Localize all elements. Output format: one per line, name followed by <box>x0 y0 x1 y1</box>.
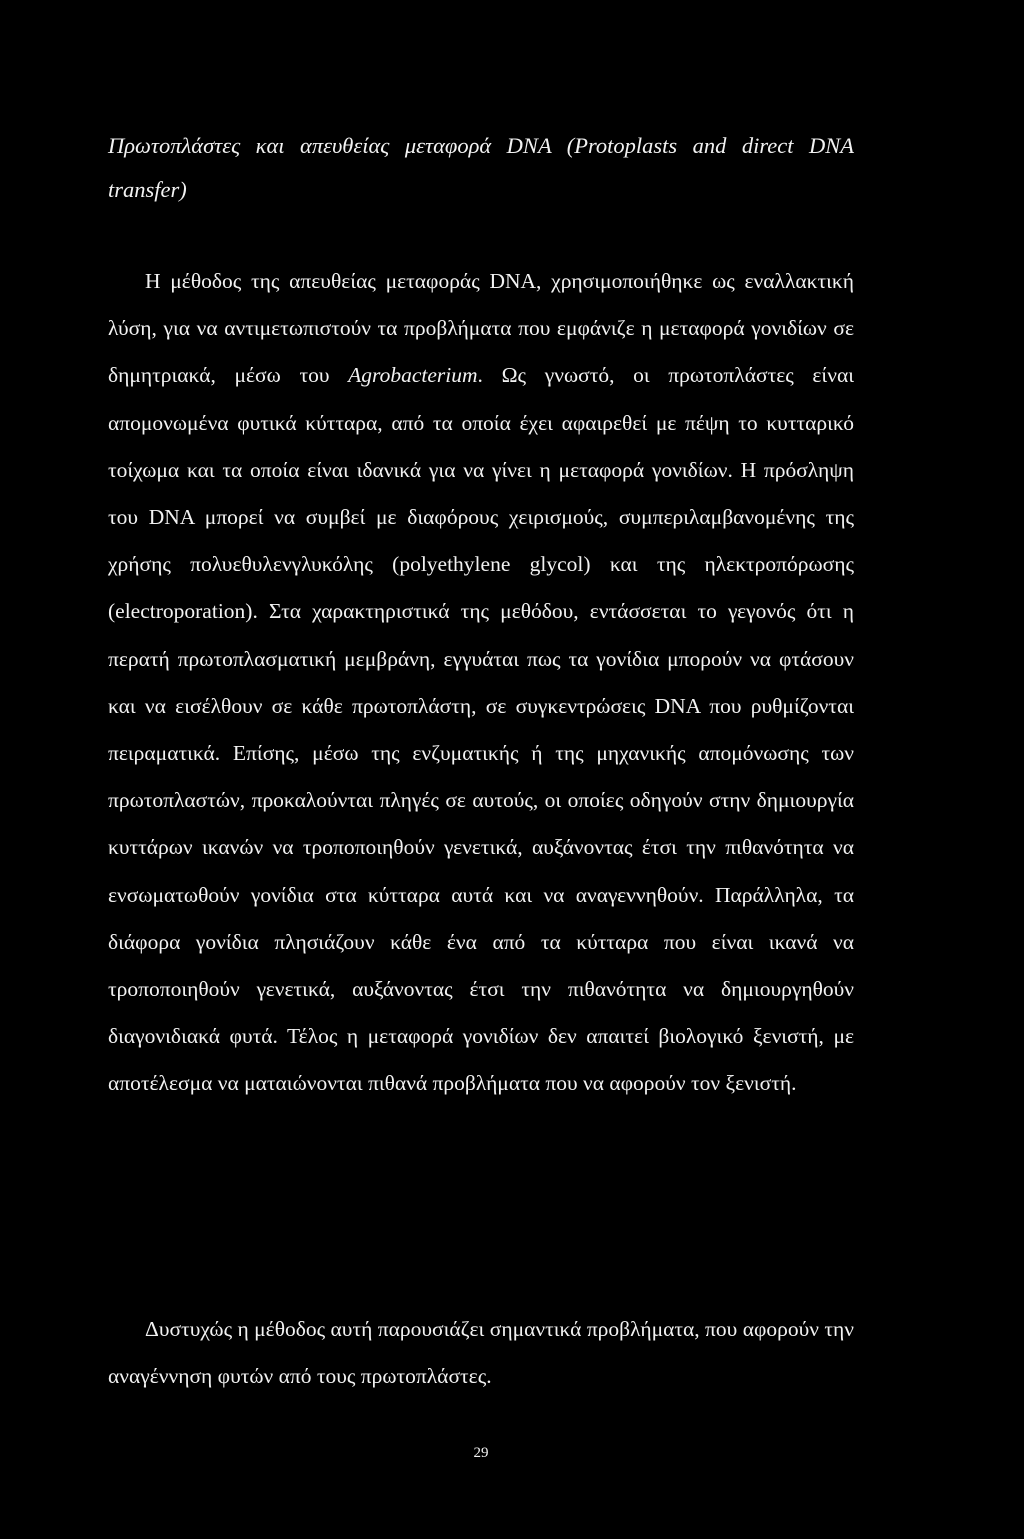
paragraph-text: . Ως γνωστό, οι πρωτοπλάστες είναι απομονωμένα φυτικά κύτταρα, από τα οποία έχει αφαιρεθεί με πέψη το κυτταρικό τοίχωμα και τα οποία είναι ιδανικά για να γίνει η μεταφορά γονιδίων. Η πρόσληψη του DNA μπορεί να συμβεί με διαφόρους χειρισμούς, συμπεριλαμβανομένης της χρήσης πολυεθυλενγλυκόλης (polyethylene glycol) και της ηλεκτροπόρωσης (electroporation). Στα χαρακτηριστικά της μεθόδου, εντάσσεται το γεγονός ότι η περατή πρωτοπλασματική μεμβράνη, εγγυάται πως τα γονίδια μπορούν να φτάσουν και να εισέλθουν σε κάθε πρωτοπλάστη, σε συγκεντρώσεις DNA που ρυθμίζονται πειραματικά. Επίσης, μέσω της ενζυματικής ή της μηχανικής απομόνωσης των πρωτοπλαστών, προκαλούνται πληγές σε αυτούς, οι οποίες οδηγούν στην δημιουργία κυττάρων ικανών να τροποποιηθούν γενετικά, αυξάνοντας έτσι την πιθανότητα να ενσωματωθούν γονίδια στα κύτταρα αυτά και να αναγεννηθούν. Παράλληλα, τα διάφορα γονίδια πλησιάζουν κάθε ένα από τα κύτταρα που είναι ικανά να τροποποιηθούν γενετικά, αυξάνοντας έτσι την πιθανότητα να δημιουργηθούν διαγονιδιακά φυτά. Τέλος η μεταφορά γονιδίων δεν απαιτεί βιολογικό ξενιστή, με αποτέλεσμα να ματαιώνονται πιθανά προβλήματα που να αφορούν τον ξενιστή. <box>108 363 854 1096</box>
page-number: 29 <box>473 1445 489 1461</box>
paragraph-text: Η μέθοδος της απευθείας μεταφοράς DNA, χρησιμοποιήθηκε ως εναλλακτική λύση, για να αντιμετωπιστούν τα προβλήματα που εμφάνιζε η μεταφορά γονιδίων σε δημητριακά, μέσω του <box>108 269 854 388</box>
organism-name: Agrobacterium <box>348 363 478 388</box>
body-paragraph: Δυστυχώς η μέθοδος αυτή παρουσιάζει σημαντικά προβλήματα, που αφορούν την αναγέννηση φυτών από τους πρωτοπλάστες. <box>108 1317 854 1389</box>
section-heading: Πρωτοπλάστες και απευθείας μεταφορά DNA (Protoplasts and direct DNA transfer) <box>108 133 854 202</box>
body-paragraph <box>108 258 854 1108</box>
document-page <box>108 0 854 1539</box>
